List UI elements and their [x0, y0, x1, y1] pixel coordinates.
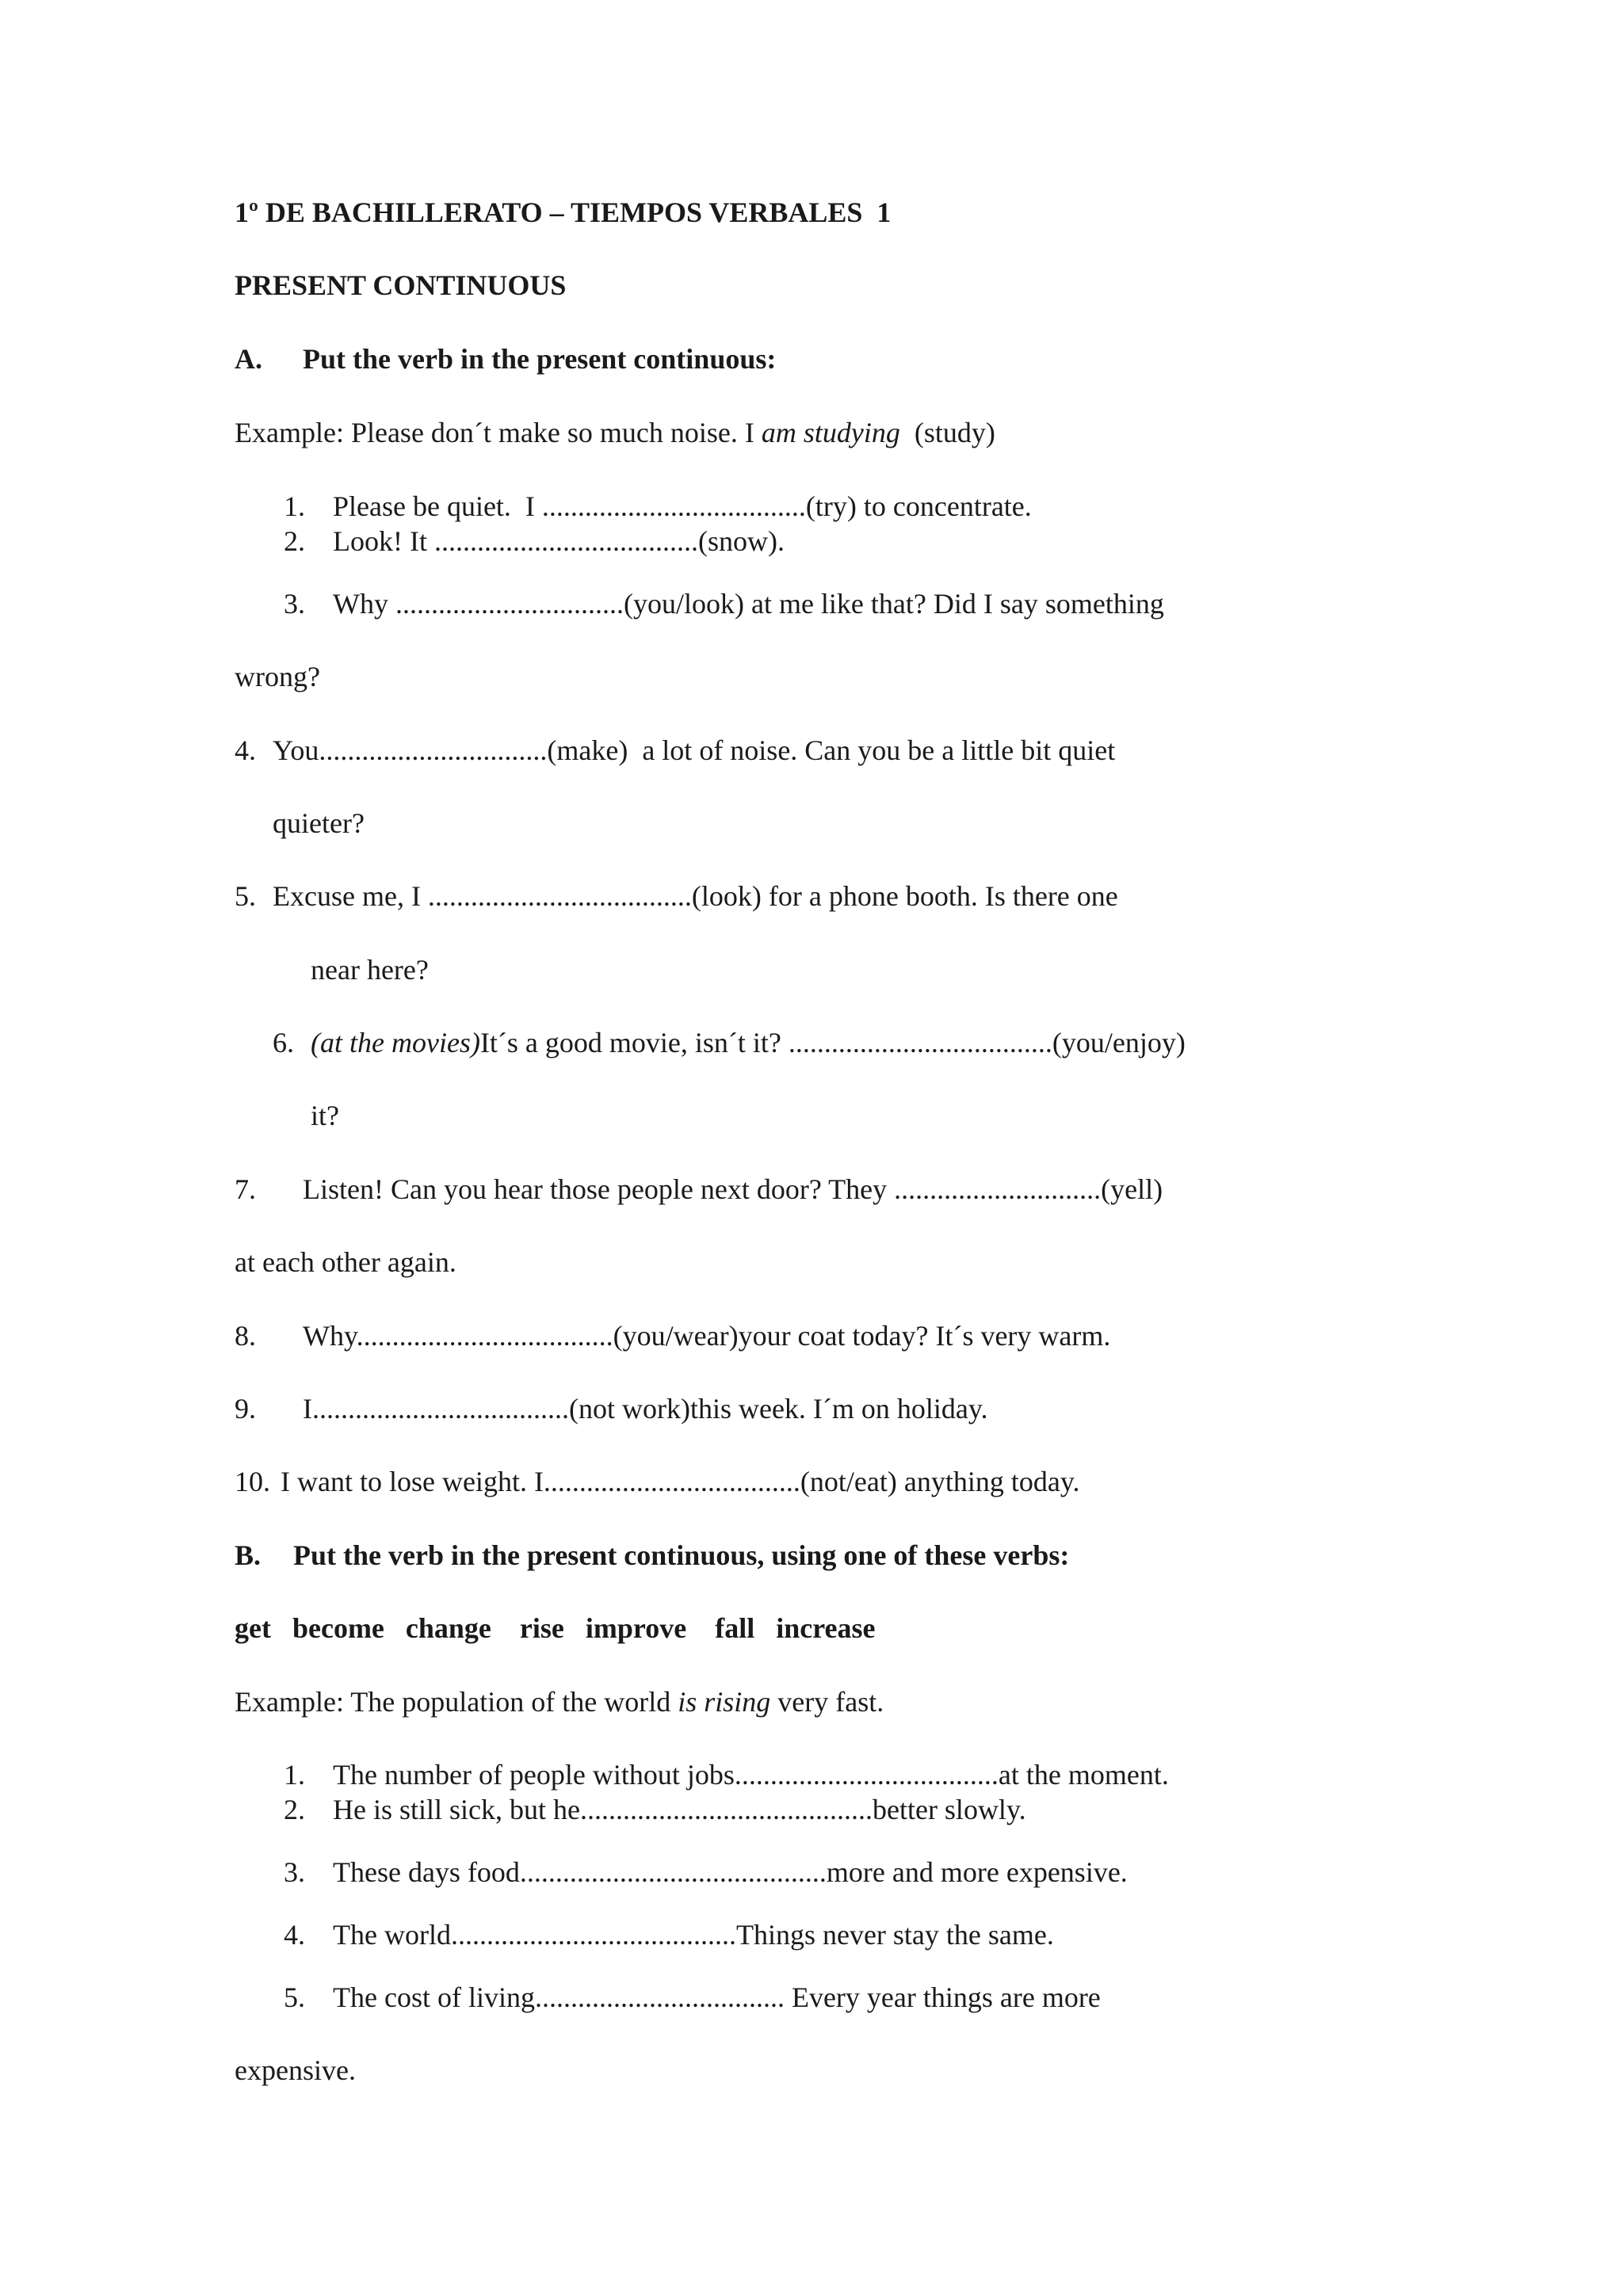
item-text: He is still sick, but he.........................................better slowly. [333, 1794, 1026, 1825]
item-number: 7. [235, 1173, 256, 1205]
item-number: 2. [284, 525, 305, 557]
example-answer: am studying [761, 417, 900, 448]
item-number: 4. [284, 1919, 305, 1951]
item-text: The world........................................Things never stay the same. [333, 1919, 1054, 1951]
item-text: Excuse me, I .....................................(look) for a phone booth. Is there one [273, 880, 1118, 912]
item-number: 5. [284, 1981, 305, 2013]
item-text: The cost of living................................... Every year things are more [333, 1981, 1101, 2013]
item-text: You................................(make) a lot of noise. Can you be a little bit quiet [273, 734, 1116, 766]
example-text: Example: Please don´t make so much noise. I [235, 417, 762, 448]
item-number: 10. [235, 1466, 270, 1497]
section-subtitle: PRESENT CONTINUOUS [235, 269, 567, 301]
verb-list: get become change rise improve fall increase [235, 1612, 876, 1644]
item-text: I want to lose weight. I....................................(not/eat) anything today. [281, 1466, 1080, 1497]
item-number: 8. [235, 1320, 256, 1352]
item-number: 1. [284, 1759, 305, 1791]
item-number: 3. [284, 588, 305, 620]
example-text: Example: The population of the world [235, 1686, 678, 1718]
section-b-letter: B. [235, 1539, 262, 1571]
item-continuation: quieter? [273, 807, 365, 839]
item-context-note: (at the movies) [311, 1027, 480, 1058]
example-text-end: very fast. [770, 1686, 884, 1718]
worksheet-title: 1º DE BACHILLERATO – TIEMPOS VERBALES 1 [235, 196, 892, 228]
item-text-line [311, 1025, 1186, 1060]
item-text: Why ................................(you/look) at me like that? Did I say something [333, 588, 1164, 620]
item-text: It´s a good movie, isn´t it? .....................................(you/enjoy) [479, 1027, 1186, 1058]
section-b-heading: Put the verb in the present continuous, using one of these verbs: [293, 1539, 1070, 1571]
item-text: Please be quiet. I .....................................(try) to concentrate. [333, 490, 1032, 522]
item-number: 1. [284, 490, 305, 522]
example-verb: (study) [899, 417, 995, 448]
item-number: 3. [284, 1856, 305, 1888]
item-number: 6. [273, 1027, 294, 1058]
item-text: I....................................(not work)this week. I´m on holiday. [303, 1393, 988, 1425]
item-text: Look! It .....................................(snow). [333, 525, 785, 557]
item-continuation: at each other again. [235, 1246, 456, 1278]
item-number: 4. [235, 734, 256, 766]
section-b-example [235, 1684, 884, 1719]
item-number: 2. [284, 1794, 305, 1825]
item-continuation: wrong? [235, 661, 320, 692]
item-number: 5. [235, 880, 256, 912]
item-text: The number of people without jobs.....................................at the moment. [333, 1759, 1169, 1791]
item-continuation: expensive. [235, 2054, 356, 2086]
item-text: Why....................................(you/wear)your coat today? It´s very warm. [303, 1320, 1111, 1352]
item-text: Listen! Can you hear those people next door? They .............................(yell) [303, 1173, 1163, 1205]
item-number: 9. [235, 1393, 256, 1425]
section-a-example [235, 415, 995, 450]
item-continuation: it? [311, 1100, 339, 1131]
item-text: These days food...........................................more and more expensive. [333, 1856, 1128, 1888]
section-a-letter: A. [235, 343, 262, 375]
item-continuation: near here? [311, 954, 429, 986]
example-answer: is rising [678, 1686, 771, 1718]
section-a-heading: Put the verb in the present continuous: [303, 343, 777, 375]
